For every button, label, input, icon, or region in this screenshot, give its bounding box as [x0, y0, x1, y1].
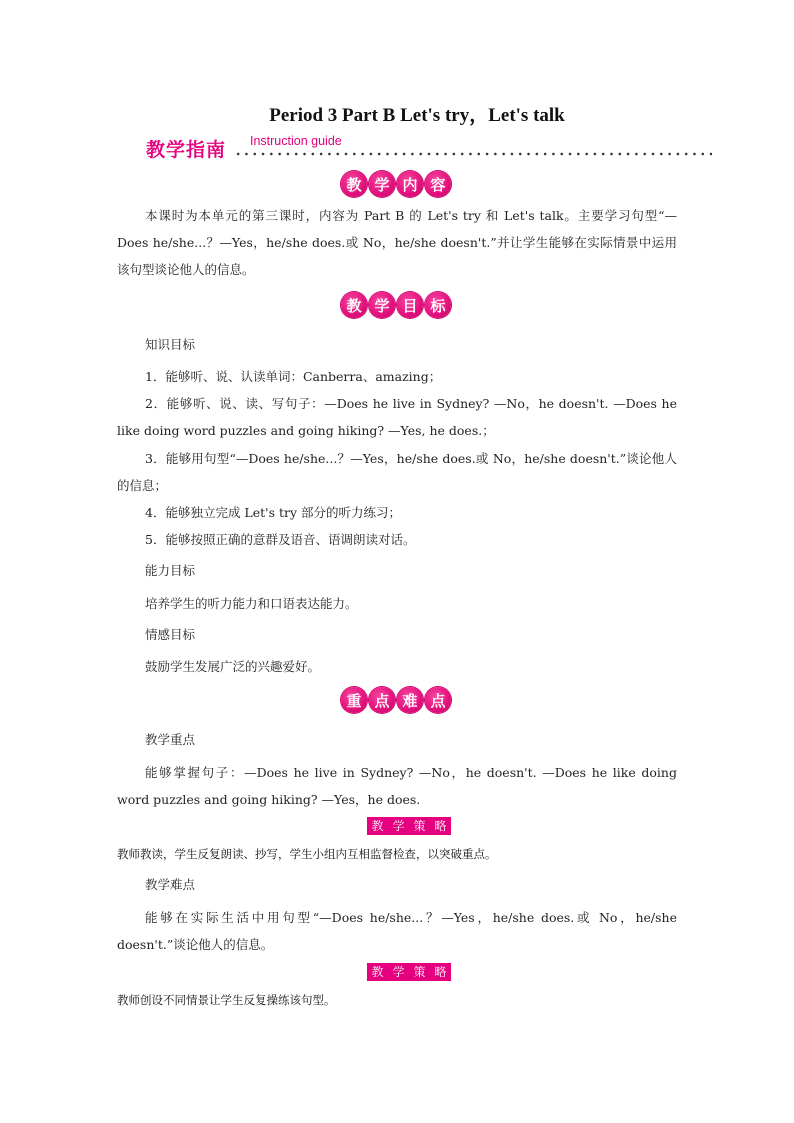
strategy-char: 学	[388, 963, 409, 981]
emotion-goals-text: 鼓励学生发展广泛的兴趣爱好。	[145, 659, 321, 674]
goal-item: 5．能够按照正确的意群及语音、语调朗读对话。	[145, 532, 416, 547]
difficult-points-strategy: 教师创设不同情景让学生反复操练该句型。	[117, 993, 336, 1007]
badge-char: 目	[397, 292, 423, 318]
ability-goals-text: 培养学生的听力能力和口语表达能力。	[145, 596, 358, 611]
lesson-title: Period 3 Part B Let's try，Let's talk	[269, 105, 565, 126]
strategy-char: 略	[430, 963, 451, 981]
strategy-char: 教	[367, 963, 388, 981]
strategy-label	[367, 817, 451, 835]
badge-char: 标	[425, 292, 451, 318]
badge-char: 学	[369, 292, 395, 318]
badge-char: 容	[425, 171, 451, 197]
goal-item: 2．能够听、说、读、写句子：—Does he live in Sydney? —No，he doesn't. —Does he like doing word puzzles and going hiking? —Yes, he does.；	[117, 396, 677, 438]
strategy-char: 学	[388, 817, 409, 835]
difficult-points-heading: 教学难点	[145, 877, 196, 892]
badge-char: 内	[397, 171, 423, 197]
goal-item: 4．能够独立完成 Let's try 部分的听力练习；	[145, 505, 402, 520]
goal-item: 3．能够用句型“—Does he/she...？—Yes，he/she does.或 No，he/she doesn't.”谈论他人的信息；	[117, 451, 677, 493]
key-points-strategy: 教师教读，学生反复朗读、抄写，学生小组内互相监督检查，以突破重点。	[117, 847, 497, 861]
section-badge-content	[341, 171, 451, 197]
strategy-char: 策	[409, 817, 430, 835]
badge-char: 重	[341, 687, 367, 713]
section-badge-goals	[341, 292, 451, 318]
difficult-points-text: 能够在实际生活中用句型“—Does he/she...？—Yes，he/she does.或 No，he/she doesn't.”谈论他人的信息。	[117, 910, 677, 952]
badge-char: 教	[341, 292, 367, 318]
knowledge-goals-heading: 知识目标	[145, 337, 196, 352]
emotion-goals-heading: 情感目标	[145, 627, 196, 642]
key-points-heading: 教学重点	[145, 732, 196, 747]
strategy-char: 教	[367, 817, 388, 835]
goal-item: 1．能够听、说、认读单词：Canberra、amazing；	[145, 369, 442, 384]
badge-char: 学	[369, 171, 395, 197]
key-points-text: 能够掌握句子：—Does he live in Sydney? —No，he doesn't. —Does he like doing word puzzles and going hiking? —Yes，he does.	[117, 765, 677, 807]
guide-english-label: Instruction guide	[250, 134, 342, 148]
strategy-char: 策	[409, 963, 430, 981]
content-paragraph: 本课时为本单元的第三课时，内容为 Part B 的 Let's try 和 Let's talk。主要学习句型“—Does he/she...？—Yes，he/she does.或 No，he/she doesn't.”并让学生能够在实际情景中运用该句型谈论他人的信息。	[117, 208, 677, 277]
badge-char: 点	[425, 687, 451, 713]
guide-chinese-label: 教学指南	[146, 139, 227, 161]
instruction-guide-header	[146, 133, 712, 163]
dotted-rule	[234, 151, 712, 157]
badge-char: 难	[397, 687, 423, 713]
strategy-char: 略	[430, 817, 451, 835]
section-badge-key-points	[341, 687, 451, 713]
ability-goals-heading: 能力目标	[145, 563, 196, 578]
strategy-label	[367, 963, 451, 981]
badge-char: 教	[341, 171, 367, 197]
badge-char: 点	[369, 687, 395, 713]
